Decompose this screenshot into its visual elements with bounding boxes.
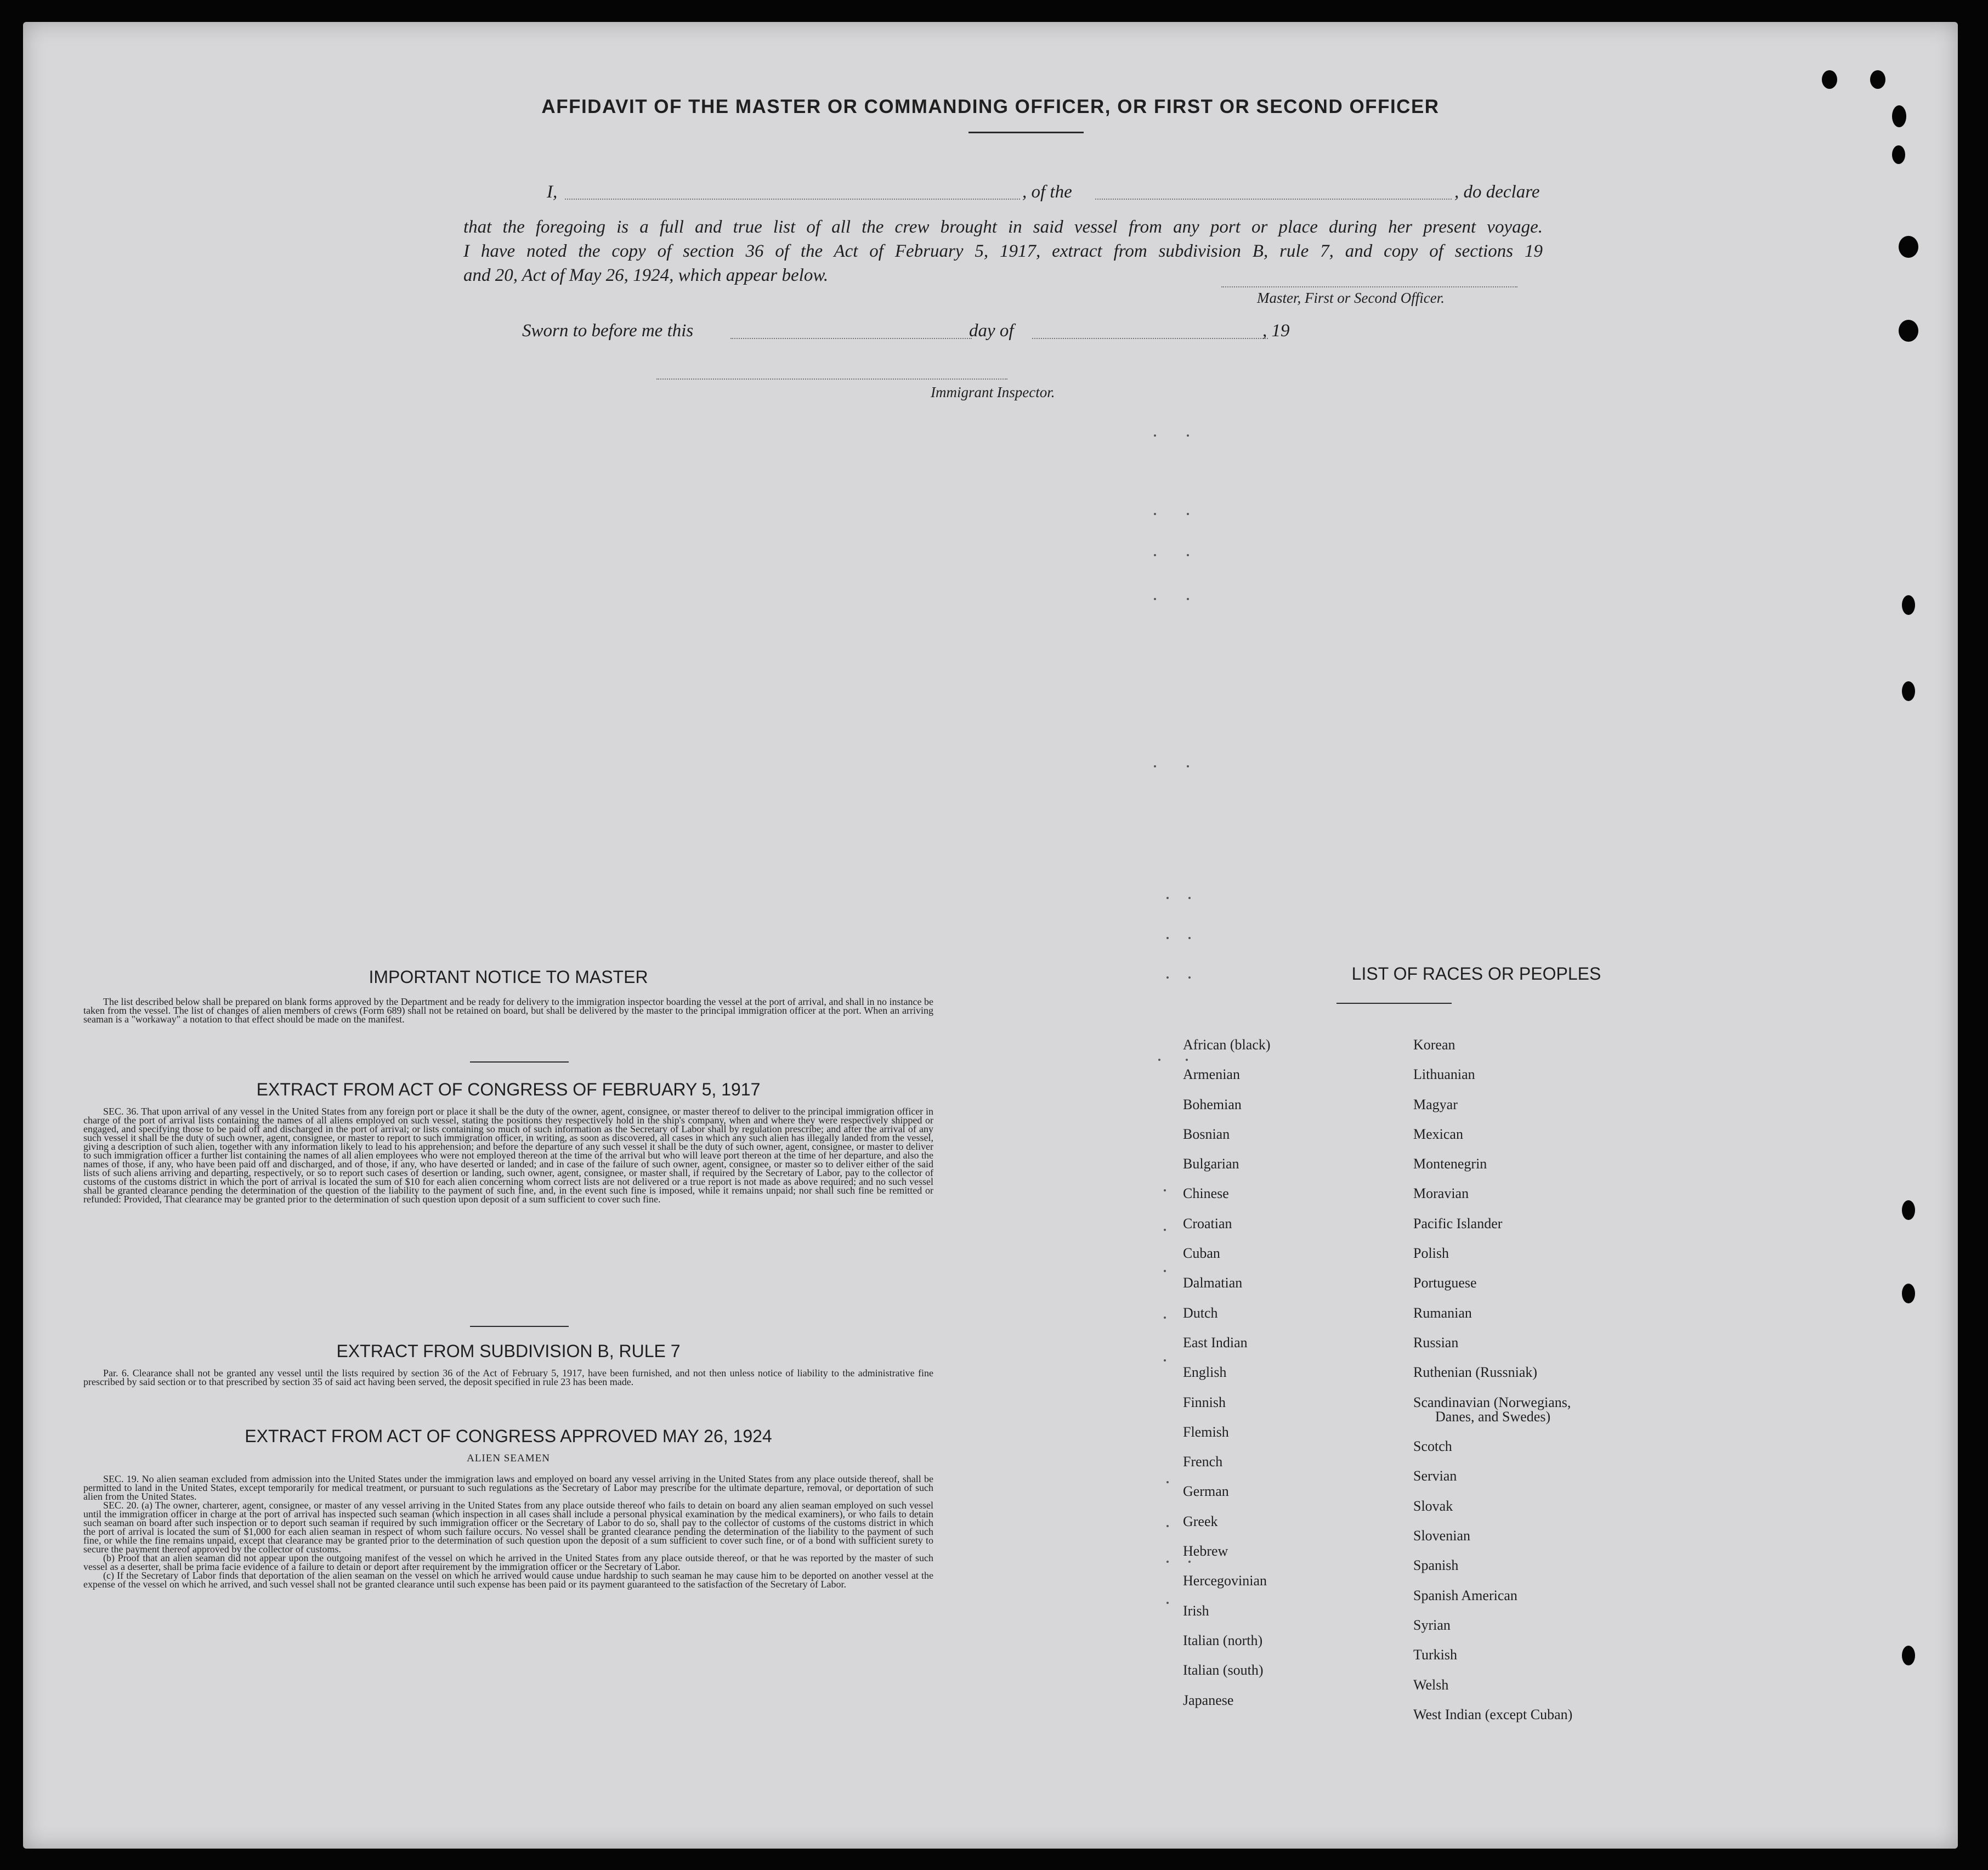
form-page xyxy=(23,22,1958,1849)
race-item: Scotch xyxy=(1413,1438,1452,1455)
inspector-signature-line[interactable] xyxy=(656,378,1007,380)
race-item: Irish xyxy=(1183,1602,1209,1619)
speck xyxy=(1164,1270,1166,1272)
race-item: Italian (south) xyxy=(1183,1662,1264,1679)
races-right-column xyxy=(1413,1030,1572,1730)
signature-line[interactable] xyxy=(1221,286,1517,287)
race-item: Korean xyxy=(1413,1037,1455,1053)
sec20b-text: (b) Proof that an alien seaman did not appear upon the outgoing manifest of the vessel on which he arrived in the United States from any place outside thereof, or that he was reported by the master of such vessel as a deserter, shall be prima facie evidence of a failure to detain or deport after requirement by the immigration officer or the Secretary of Labor. xyxy=(83,1552,933,1572)
race-item: Rumanian xyxy=(1413,1304,1472,1321)
rule7-heading: EXTRACT FROM SUBDIVISION B, RULE 7 xyxy=(336,1341,681,1361)
race-item: Magyar xyxy=(1413,1096,1458,1112)
do-declare-label: , do declare xyxy=(1454,182,1540,202)
race-item: Portuguese xyxy=(1413,1275,1477,1291)
race-item: Polish xyxy=(1413,1245,1449,1262)
speck xyxy=(1166,897,1169,899)
race-item: Russian xyxy=(1413,1334,1459,1351)
race-item: Syrian xyxy=(1413,1617,1451,1633)
inspector-caption: Immigrant Inspector. xyxy=(931,384,1055,400)
race-item: Ruthenian (Russniak) xyxy=(1413,1364,1538,1381)
punch-hole xyxy=(1899,320,1918,342)
punch-hole xyxy=(1899,236,1918,258)
i-label: I, xyxy=(547,182,558,202)
speck xyxy=(1164,1317,1166,1319)
race-item: Chinese xyxy=(1183,1185,1229,1202)
sworn-month-field[interactable] xyxy=(1032,338,1268,339)
speck xyxy=(1154,434,1156,437)
races-left-column xyxy=(1183,1030,1271,1715)
speck xyxy=(1154,765,1156,767)
speck xyxy=(1188,937,1191,939)
speck xyxy=(1187,598,1189,600)
sec20c-text: (c) If the Secretary of Labor finds that deportation of the alien seaman on the vessel on which he arrived would cause undue hardship to such seaman he may cause him to be deported on another vessel at the expense of the vessel on which he arrived, and such vessel shall not be granted clearance until such expense has been paid or its payment guaranteed to the satisfaction of the Secretary of Labor. xyxy=(83,1570,933,1590)
extract-1917-heading: EXTRACT FROM ACT OF CONGRESS OF FEBRUARY 5, 1917 xyxy=(256,1080,761,1099)
speck xyxy=(1166,1525,1169,1527)
sec20a-text: SEC. 20. (a) The owner, charterer, agent, consignee, or master of any vessel arriving in the United States from any place outside thereof who fails to detain on board any alien seaman employed on such vessel until the immigration officer in charge at the port of arrival has inspected such seaman (which inspection in all cases shall include a personal physical examination by the medical examiners), or who fails to detain such seaman on board after such inspection or to deport such seaman if required by such immigration officer or the Secretary of Labor to do so, shall pay to the collector of customs of the customs district in which the port of arrival is located the sum of $1,000 for each alien seaman in respect of whom such failure occurs. No vessel shall be granted clearance pending the determination of the liability to the payment of such fine, or while the fine remains unpaid, except that clearance may be granted prior to the determination of such question upon the deposit of a sum sufficient to cover such fine, or of a bond with sufficient surety to secure the payment thereof approved by the collector of customs. xyxy=(83,1500,933,1555)
race-item: Flemish xyxy=(1183,1423,1229,1440)
race-item: Servian xyxy=(1413,1468,1457,1484)
race-item: Danes, and Swedes) xyxy=(1435,1408,1551,1425)
race-item: Dalmatian xyxy=(1183,1275,1243,1291)
race-item: Hebrew xyxy=(1183,1543,1228,1560)
extract-1924-body xyxy=(83,1474,933,1589)
race-item: Welsh xyxy=(1413,1676,1449,1693)
speck xyxy=(1166,937,1169,939)
race-item: Mexican xyxy=(1413,1126,1463,1142)
race-item: Scandinavian (Norwegians, xyxy=(1413,1394,1571,1410)
speck xyxy=(1166,976,1169,979)
speck xyxy=(1164,1229,1166,1231)
speck xyxy=(1187,513,1189,515)
race-item: French xyxy=(1183,1454,1223,1470)
speck xyxy=(1154,513,1156,515)
race-item: Slovenian xyxy=(1413,1528,1470,1544)
punch-hole xyxy=(1902,595,1915,615)
punch-hole xyxy=(1902,1646,1915,1665)
title-divider xyxy=(968,132,1084,133)
speck xyxy=(1158,1059,1160,1061)
race-item: Bohemian xyxy=(1183,1096,1242,1112)
races-heading: LIST OF RACES OR PEOPLES xyxy=(1351,964,1601,984)
race-item: Moravian xyxy=(1413,1185,1469,1202)
race-item: Bulgarian xyxy=(1183,1156,1239,1172)
race-item: Slovak xyxy=(1413,1498,1453,1514)
speck xyxy=(1188,976,1191,979)
speck xyxy=(1186,1059,1188,1061)
speck xyxy=(1154,598,1156,600)
punch-hole xyxy=(1902,681,1915,701)
race-item: Finnish xyxy=(1183,1394,1226,1410)
declaration-line-3: and 20, Act of May 26, 1924, which appear below. xyxy=(463,265,829,285)
race-item: Armenian xyxy=(1183,1066,1240,1083)
race-item: Greek xyxy=(1183,1513,1218,1529)
declaration-line-1: that the foregoing is a full and true list of all the crew brought in said vessel from any port or place during her present voyage. xyxy=(463,217,1543,237)
race-item: East Indian xyxy=(1183,1334,1248,1351)
race-item: Japanese xyxy=(1183,1692,1234,1708)
extract-1917-divider xyxy=(470,1326,569,1327)
punch-hole xyxy=(1870,70,1885,89)
speck xyxy=(1187,434,1189,437)
extract-1917-body: SEC. 36. That upon arrival of any vessel in the United States from any foreign port or place it shall be the duty of the owner, agent, consignee, or master thereof to deliver to the principal immigration officer in charge of the port of arrival lists containing the names of all aliens employed on such vessel, stating the positions they respectively hold in the ship's company, when and where they were respectively shipped or engaged, and specifying those to be paid off and discharged in the port of arrival; or lists containing so much of such information as the Secretary of Labor shall by regulation prescribe; and after the arrival of any such vessel it shall be the duty of such owner, agent, consignee, or master to report to such immigration officer, in writing, as soon as discovered, all cases in which any such alien has illegally landed from the vessel, giving a description of such alien, together with any information likely to lead to his apprehension; and before the departure of any such vessel it shall be the duty of such owner, agent, consignee, or master to deliver to such immigration officer a further list containing the names of all alien employees who were not employed thereon at the time of the arrival but who will leave port thereon at the time of her departure, and also the names of those, if any, who have been paid off and discharged, and of those, if any, who have deserted or landed; and in case of the failure of such owner, agent, consignee, or master so to deliver either of the said lists of such aliens arriving and departing, respectively, or so to report such cases of desertion or landing, such owner, agent, consignee, or master shall, if required by the Secretary of Labor, pay to the collector of customs of the customs district in which the port of arrival is located the sum of $10 for each alien concerning whom correct lists are not delivered or a true report is not made as above required; and no such vessel shall be granted clearance pending the determination of the question of the liability to the payment of such fine, and, in the event such fine is imposed, while it remains unpaid; nor shall such fine be remitted or refunded: Provided, That clearance may be granted prior to the determination of such question upon deposit of a sum sufficient to cover such fine. xyxy=(83,1106,933,1205)
punch-hole xyxy=(1822,70,1837,89)
race-item: English xyxy=(1183,1364,1227,1381)
race-item: Cuban xyxy=(1183,1245,1220,1262)
race-item: Croatian xyxy=(1183,1215,1232,1231)
race-item: Turkish xyxy=(1413,1647,1457,1663)
speck xyxy=(1154,554,1156,556)
extract-1924-heading: EXTRACT FROM ACT OF CONGRESS APPROVED MAY 26, 1924 xyxy=(245,1426,772,1446)
sworn-label: Sworn to before me this xyxy=(522,321,694,341)
race-item: West Indian (except Cuban) xyxy=(1413,1706,1573,1722)
speck xyxy=(1187,554,1189,556)
name-field[interactable] xyxy=(565,199,1020,200)
speck xyxy=(1166,1481,1169,1483)
sec19-text: SEC. 19. No alien seaman excluded from admission into the United States under the immigration laws and employed on board any vessel arriving in the United States from any place outside thereof, shall be permitted to land in the United States, except temporarily for medical treatment, or pursuant to such regulations as the Secretary of Labor may prescribe for the ultimate departure, removal, or deportation of such alien from the United States. xyxy=(83,1473,933,1502)
affidavit-title: AFFIDAVIT OF THE MASTER OR COMMANDING OFFICER, OR FIRST OR SECOND OFFICER xyxy=(541,96,1440,117)
race-item: Lithuanian xyxy=(1413,1066,1475,1083)
race-item: Hercegovinian xyxy=(1183,1573,1267,1589)
speck xyxy=(1166,1602,1169,1604)
race-item: Dutch xyxy=(1183,1304,1218,1321)
rule7-body: Par. 6. Clearance shall not be granted any vessel until the lists required by section 36 of the Act of February 5, 1917, have been furnished, and not then unless notice of liability to the administrative fine prescribed by said section or to that prescribed by section 35 of said act having been served, the deposit specified in rule 23 has been made. xyxy=(83,1368,933,1387)
declaration-text xyxy=(463,215,1543,287)
speck xyxy=(1164,1359,1166,1361)
signature-caption: Master, First or Second Officer. xyxy=(1257,290,1445,306)
of-the-label: , of the xyxy=(1022,182,1072,202)
race-item: German xyxy=(1183,1483,1229,1500)
notice-heading: IMPORTANT NOTICE TO MASTER xyxy=(369,967,648,987)
punch-hole xyxy=(1902,1284,1915,1303)
race-item: Spanish xyxy=(1413,1557,1459,1574)
speck xyxy=(1187,765,1189,767)
race-item: Pacific Islander xyxy=(1413,1215,1503,1231)
speck xyxy=(1188,1561,1191,1563)
notice-divider xyxy=(470,1061,569,1063)
day-of-label: day of xyxy=(969,321,1014,341)
race-item: Montenegrin xyxy=(1413,1156,1487,1172)
alien-seamen-subheading: ALIEN SEAMEN xyxy=(467,1453,550,1464)
speck xyxy=(1188,897,1191,899)
race-item: Bosnian xyxy=(1183,1126,1230,1142)
race-item: Italian (north) xyxy=(1183,1632,1263,1648)
races-divider xyxy=(1336,1003,1452,1004)
punch-hole xyxy=(1892,105,1906,127)
punch-hole xyxy=(1902,1200,1915,1220)
sworn-day-field[interactable] xyxy=(730,338,972,339)
race-item: Spanish American xyxy=(1413,1587,1517,1603)
year-label: , 19 xyxy=(1262,321,1290,341)
vessel-field[interactable] xyxy=(1095,199,1452,200)
race-item: African (black) xyxy=(1183,1037,1271,1053)
declaration-line-2: I have noted the copy of section 36 of the Act of February 5, 1917, extract from subdivision B, rule 7, and copy of sections 19 xyxy=(463,241,1543,261)
speck xyxy=(1164,1189,1166,1191)
speck xyxy=(1166,1561,1169,1563)
punch-hole xyxy=(1892,145,1905,164)
notice-body: The list described below shall be prepared on blank forms approved by the Department and be ready for delivery to the immigration inspector boarding the vessel at the port of arrival, and shall in no instance be taken from the vessel. The list of changes of alien members of crews (Form 689) shall not be retained on board, but shall be delivered by the master to the principal immigration officer at the port. When an arriving seaman is a "workaway" a notation to that effect should be made on the manifest. xyxy=(83,996,933,1025)
